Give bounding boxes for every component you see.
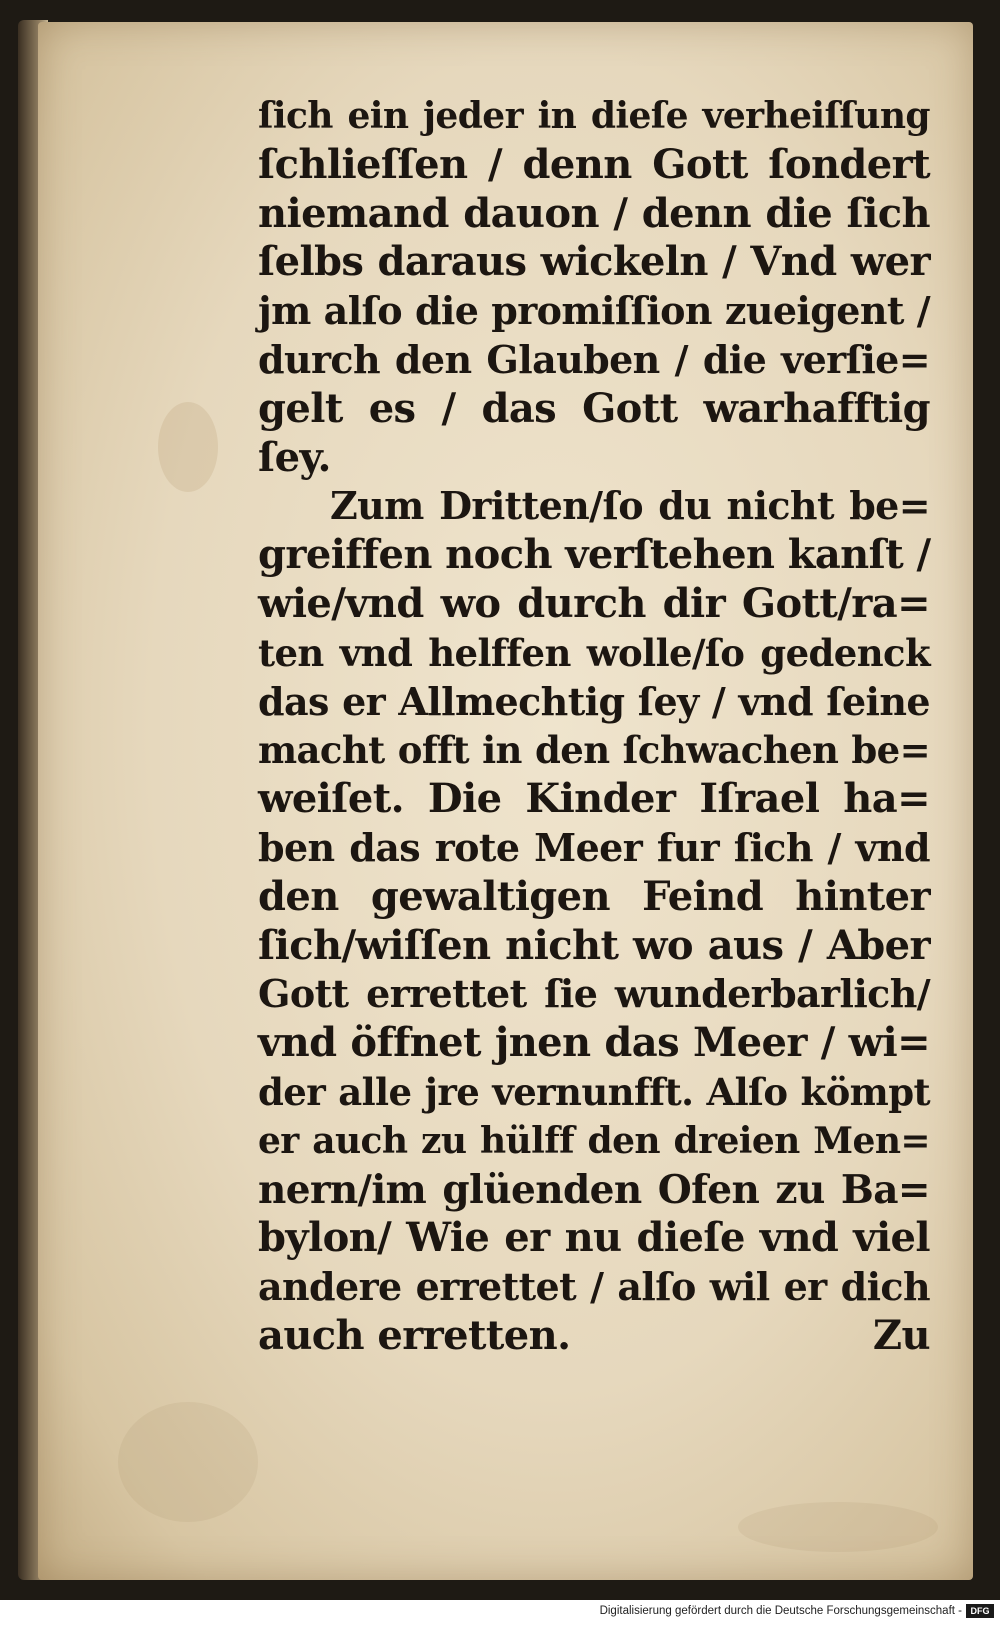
text-line: durch den Glauben / die verſie= bbox=[258, 336, 930, 382]
page-text bbox=[258, 92, 930, 1361]
text-line: ſelbs daraus wickeln / Vnd wer bbox=[258, 238, 930, 286]
text-line: ſchlieſſen / denn Gott ſondert bbox=[258, 140, 930, 188]
text-line: ſich ein jeder in dieſe verheiſſung bbox=[258, 95, 930, 137]
paragraph-start-line: Zum Dritten/ſo du nicht be= bbox=[330, 483, 930, 529]
text-line: ſich/wiſſen nicht wo aus / Aber bbox=[258, 921, 930, 969]
text-line: ben das rote Meer fur ſich / vnd bbox=[258, 824, 930, 870]
text-line: jm alſo die promiſſion zueigent / bbox=[258, 288, 930, 334]
footer-bar bbox=[0, 1600, 1000, 1625]
text-line: das er Allmechtig ſey / vnd ſeine bbox=[258, 678, 930, 724]
text-line: wie/vnd wo durch dir Gott/ra= bbox=[258, 579, 930, 627]
closing-text: auch erretten. bbox=[258, 1311, 571, 1359]
text-line: der alle jre vernunfft. Alſo kömpt bbox=[258, 1069, 930, 1114]
paper-stain bbox=[118, 1402, 258, 1522]
text-line: er auch zu hülff den dreien Men= bbox=[258, 1119, 930, 1162]
text-line: vnd öffnet jnen das Meer / wi= bbox=[258, 1019, 930, 1067]
text-line: ten vnd helffen wolle/ſo gedenck bbox=[258, 630, 930, 675]
text-line: den gewaltigen Feind hinter bbox=[258, 872, 930, 920]
text-line: greiffen noch verſtehen kanſt / bbox=[258, 531, 931, 579]
text-line: niemand dauon / denn die ſich bbox=[258, 189, 930, 237]
text-line: gelt es / das Gott warhafftig bbox=[258, 384, 930, 432]
text-line: nern/im glüenden Ofen zu Ba= bbox=[258, 1166, 930, 1213]
text-line: bylon/ Wie er nu dieſe vnd viel bbox=[258, 1214, 930, 1262]
catchword: Zu bbox=[872, 1311, 930, 1359]
text-line: macht offt in den ſchwachen be= bbox=[258, 728, 930, 773]
last-line bbox=[258, 1312, 930, 1361]
paper-stain bbox=[738, 1502, 938, 1552]
text-line: Gott errettet ſie wunderbarlich/ bbox=[258, 971, 930, 1017]
funding-credit: Digitalisierung gefördert durch die Deutsche Forschungsgemeinschaft - bbox=[599, 1605, 962, 1617]
text-line: ſey. bbox=[258, 433, 331, 481]
text-line: andere errettet / alſo wil er dich bbox=[258, 1264, 930, 1310]
paper-stain bbox=[158, 402, 218, 492]
text-line: weiſet. Die Kinder Iſrael ha= bbox=[258, 775, 930, 823]
dfg-logo: DFG bbox=[966, 1604, 994, 1618]
